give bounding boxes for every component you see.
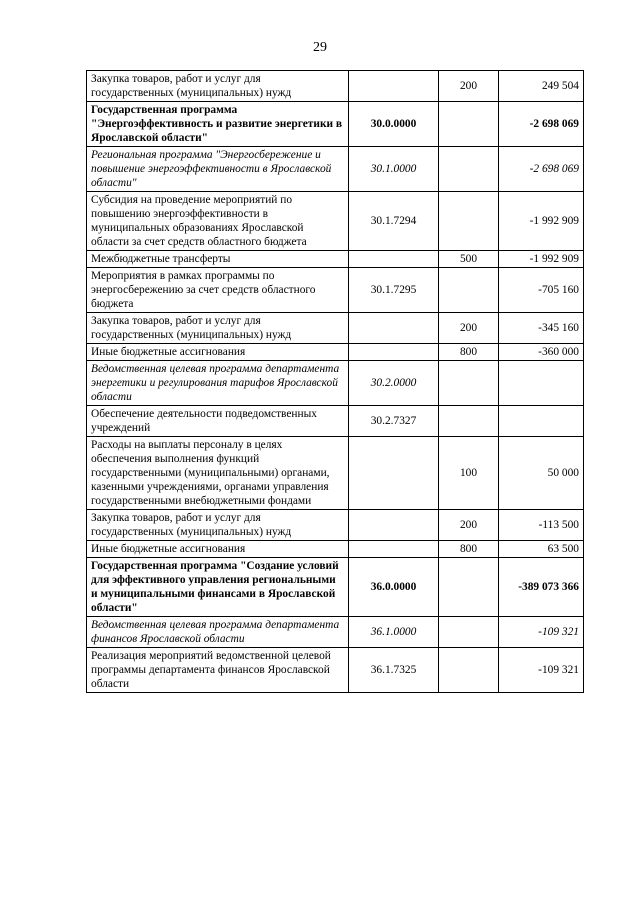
cell-amount: -113 500 <box>499 510 584 541</box>
cell-name: Закупка товаров, работ и услуг для государственных (муниципальных) нужд <box>87 510 349 541</box>
cell-amount <box>499 406 584 437</box>
table-row <box>87 437 584 510</box>
table-row <box>87 648 584 693</box>
table-row <box>87 147 584 192</box>
cell-name: Расходы на выплаты персоналу в целях обеспечения выполнения функций государственными (муниципальными) органами, казенными учреждениями, органами управления государственными внебюджетными фондами <box>87 437 349 510</box>
cell-expense-type <box>439 147 499 192</box>
cell-code <box>349 71 439 102</box>
cell-expense-type: 800 <box>439 344 499 361</box>
cell-code: 30.0.0000 <box>349 102 439 147</box>
cell-name: Закупка товаров, работ и услуг для государственных (муниципальных) нужд <box>87 313 349 344</box>
cell-expense-type <box>439 617 499 648</box>
table-row <box>87 541 584 558</box>
cell-expense-type: 500 <box>439 251 499 268</box>
cell-expense-type <box>439 361 499 406</box>
budget-table <box>86 70 584 693</box>
cell-name: Государственная программа "Энергоэффективность и развитие энергетики в Ярославской области" <box>87 102 349 147</box>
table-body <box>87 71 584 693</box>
cell-expense-type: 200 <box>439 71 499 102</box>
cell-code <box>349 437 439 510</box>
cell-amount: -2 698 069 <box>499 102 584 147</box>
cell-amount: -1 992 909 <box>499 192 584 251</box>
cell-code: 30.1.0000 <box>349 147 439 192</box>
table-row <box>87 268 584 313</box>
cell-expense-type <box>439 192 499 251</box>
cell-expense-type <box>439 268 499 313</box>
table-row <box>87 344 584 361</box>
cell-expense-type: 800 <box>439 541 499 558</box>
cell-amount: 249 504 <box>499 71 584 102</box>
cell-amount: -1 992 909 <box>499 251 584 268</box>
table-row <box>87 313 584 344</box>
cell-amount: 63 500 <box>499 541 584 558</box>
table-row <box>87 192 584 251</box>
cell-name: Государственная программа "Создание условий для эффективного управления региональными и муниципальными финансами в Ярославской области" <box>87 558 349 617</box>
cell-amount: -360 000 <box>499 344 584 361</box>
table-row <box>87 102 584 147</box>
cell-amount: -2 698 069 <box>499 147 584 192</box>
cell-amount <box>499 361 584 406</box>
cell-name: Иные бюджетные ассигнования <box>87 541 349 558</box>
cell-name: Межбюджетные трансферты <box>87 251 349 268</box>
cell-expense-type <box>439 406 499 437</box>
table-row <box>87 558 584 617</box>
cell-code: 30.2.0000 <box>349 361 439 406</box>
cell-name: Иные бюджетные ассигнования <box>87 344 349 361</box>
cell-expense-type: 200 <box>439 510 499 541</box>
cell-code: 36.0.0000 <box>349 558 439 617</box>
cell-name: Ведомственная целевая программа департамента финансов Ярославской области <box>87 617 349 648</box>
cell-name: Региональная программа "Энергосбережение и повышение энергоэффективности в Ярославской области" <box>87 147 349 192</box>
cell-amount: -705 160 <box>499 268 584 313</box>
cell-code: 30.1.7295 <box>349 268 439 313</box>
cell-name: Реализация мероприятий ведомственной целевой программы департамента финансов Ярославской области <box>87 648 349 693</box>
page-number: 29 <box>313 40 327 55</box>
cell-amount: -345 160 <box>499 313 584 344</box>
cell-code: 36.1.7325 <box>349 648 439 693</box>
cell-code <box>349 344 439 361</box>
cell-expense-type <box>439 558 499 617</box>
cell-code <box>349 251 439 268</box>
cell-expense-type <box>439 102 499 147</box>
cell-name: Ведомственная целевая программа департамента энергетики и регулирования тарифов Ярославской области <box>87 361 349 406</box>
table-row <box>87 361 584 406</box>
cell-code <box>349 313 439 344</box>
cell-amount: 50 000 <box>499 437 584 510</box>
cell-amount: -389 073 366 <box>499 558 584 617</box>
cell-amount: -109 321 <box>499 617 584 648</box>
cell-name: Субсидия на проведение мероприятий по повышению энергоэффективности в муниципальных образованиях Ярославской области за счет средств областного бюджета <box>87 192 349 251</box>
cell-expense-type: 200 <box>439 313 499 344</box>
table-row <box>87 71 584 102</box>
table-row <box>87 510 584 541</box>
cell-name: Закупка товаров, работ и услуг для государственных (муниципальных) нужд <box>87 71 349 102</box>
cell-code <box>349 510 439 541</box>
table-row <box>87 251 584 268</box>
cell-name: Мероприятия в рамках программы по энергосбережению за счет средств областного бюджета <box>87 268 349 313</box>
cell-code: 30.2.7327 <box>349 406 439 437</box>
table-row <box>87 406 584 437</box>
cell-expense-type: 100 <box>439 437 499 510</box>
cell-name: Обеспечение деятельности подведомственных учреждений <box>87 406 349 437</box>
table-row <box>87 617 584 648</box>
cell-code: 36.1.0000 <box>349 617 439 648</box>
cell-code: 30.1.7294 <box>349 192 439 251</box>
cell-expense-type <box>439 648 499 693</box>
cell-amount: -109 321 <box>499 648 584 693</box>
cell-code <box>349 541 439 558</box>
